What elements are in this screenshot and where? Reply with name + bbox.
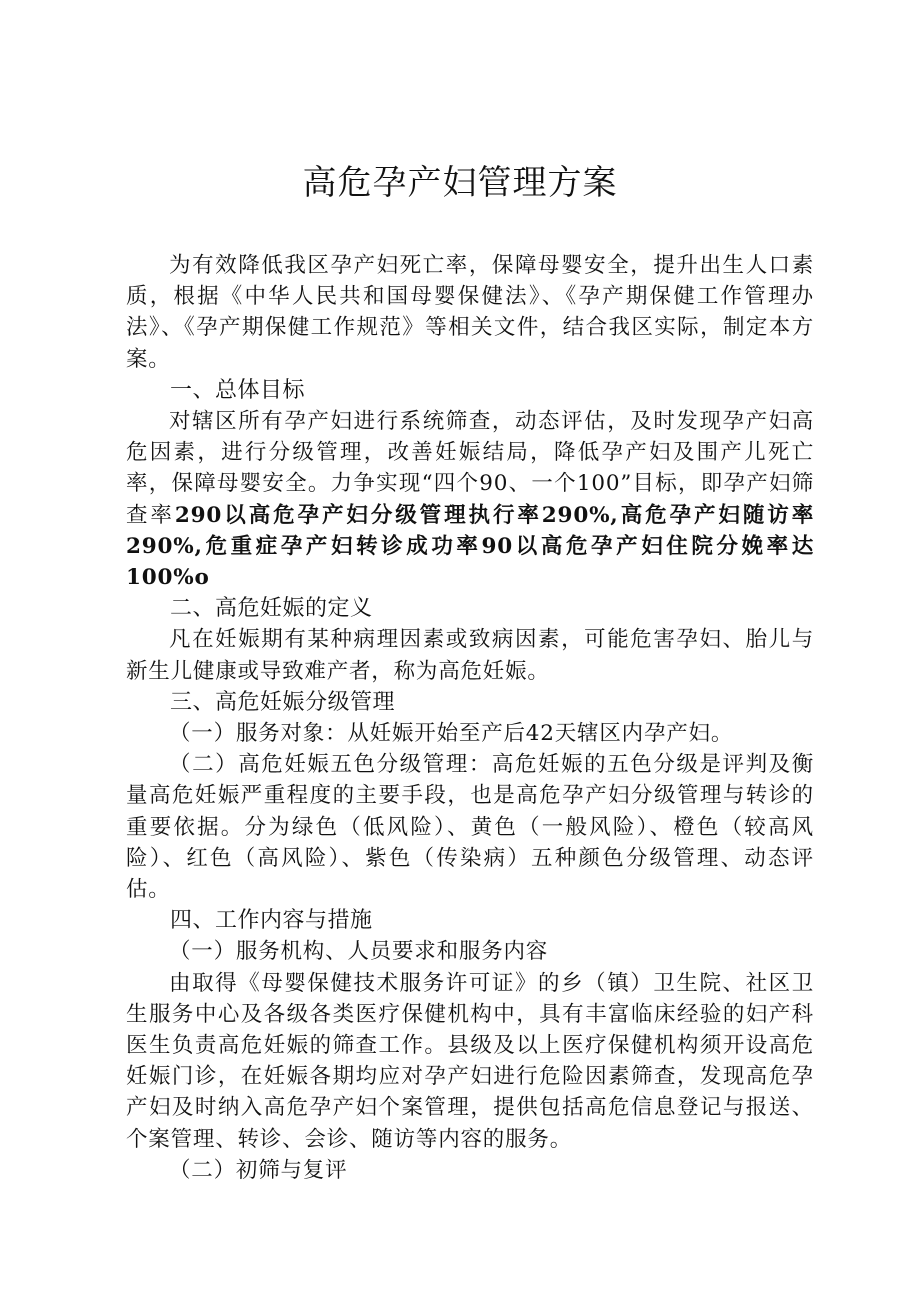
section-heading-definition: 二、高危妊娠的定义	[170, 596, 373, 622]
document-title: 高危孕产妇管理方案	[302, 163, 618, 203]
goals-targets-text: 290以高危孕产妇分级管理执行率290%,高危孕产妇随访率290%,危重症孕产妇转诊成功率90以高危孕产妇住院分娩率达100%o	[126, 502, 814, 591]
section-heading-grading: 三、高危妊娠分级管理	[170, 689, 396, 715]
measures-subheading-institutions: （一）服务机构、人员要求和服务内容	[169, 939, 549, 965]
grading-item-five-color: （二）高危妊娠五色分级管理：高危妊娠的五色分级是评判及衡量高危妊娠严重程度的主要手段，也是高危孕产妇分级管理与转诊的重要依据。分为绿色（低风险）、黄色（一般风险）、橙色（较高风险）、红色（高风险）、紫色（传染病）五种颜色分级管理、动态评估。	[126, 752, 814, 903]
section-heading-measures: 四、工作内容与措施	[170, 908, 373, 934]
goals-paragraph	[126, 406, 814, 593]
goals-text: 对辖区所有孕产妇进行系统筛查，动态评估，及时发现孕产妇高危因素，进行分级管理，改善妊娠结局，降低孕产妇及围产儿死亡率，保障母婴安全。力争实现“四个90、一个100”目标，即孕产妇筛查率	[126, 409, 814, 528]
measures-subheading-screening: （二）初筛与复评	[169, 1157, 348, 1183]
definition-paragraph: 凡在妊娠期有某种病理因素或致病因素，可能危害孕妇、胎儿与新生儿健康或导致难产者，称为高危妊娠。	[126, 627, 814, 684]
intro-paragraph: 为有效降低我区孕产妇死亡率，保障母婴安全，提升出生人口素质，根据《中华人民共和国母婴保健法》、《孕产期保健工作管理办法》、《孕产期保健工作规范》等相关文件，结合我区实际，制定本方案。	[126, 253, 814, 372]
measures-paragraph: 由取得《母婴保健技术服务许可证》的乡（镇）卫生院、社区卫生服务中心及各级各类医疗保健机构中，具有丰富临床经验的妇产科医生负责高危妊娠的筛查工作。县级及以上医疗保健机构须开设高危妊娠门诊，在妊娠各期均应对孕产妇进行危险因素筛查，发现高危孕产妇及时纳入高危孕产妇个案管理，提供包括高危信息登记与报送、个案管理、转诊、会诊、随访等内容的服务。	[126, 970, 814, 1152]
grading-item-service-target: （一）服务对象：从妊娠开始至产后42天辖区内孕产妇。	[169, 721, 734, 747]
document-body	[126, 250, 814, 1186]
section-heading-goals: 一、总体目标	[170, 377, 306, 403]
